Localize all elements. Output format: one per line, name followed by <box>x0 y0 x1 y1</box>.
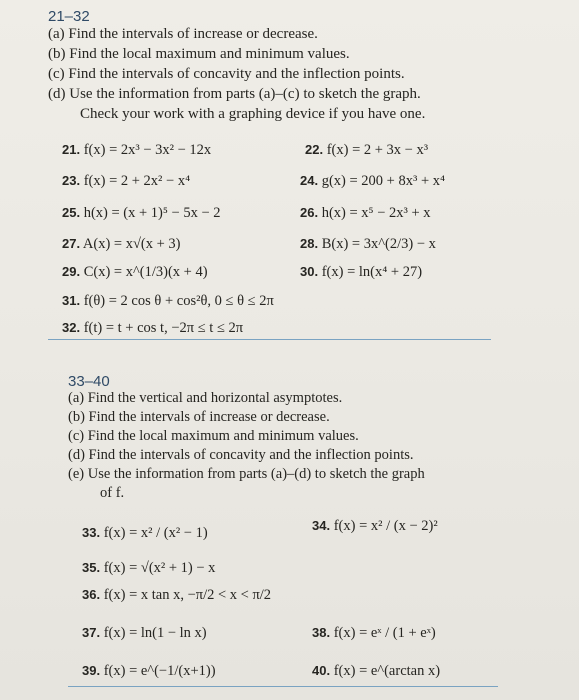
problem-35 <box>82 558 215 578</box>
problem-expression: f(t) = t + cos t, −2π ≤ t ≤ 2π <box>83 320 244 336</box>
problem-34 <box>312 516 438 536</box>
problem-30 <box>300 262 422 282</box>
problem-31 <box>62 291 274 311</box>
problem-37 <box>82 623 207 643</box>
problem-number: 31. <box>62 293 81 308</box>
problem-number: 39. <box>82 663 101 678</box>
problem-expression: C(x) = x^(1/3)(x + 4) <box>83 264 208 280</box>
problem-27 <box>62 234 181 254</box>
problem-expression: f(x) = ln(x⁴ + 27) <box>321 264 423 280</box>
instruction-c: (c) Find the local maximum and minimum values. <box>68 428 359 444</box>
problem-21 <box>62 140 211 160</box>
problem-number: 40. <box>312 663 331 678</box>
problem-expression: f(x) = x tan x, −π/2 < x < π/2 <box>103 587 272 603</box>
section-heading-33-40: 33–40 <box>68 373 110 390</box>
problem-36 <box>82 585 271 605</box>
instruction-d-cont: Check your work with a graphing device if you have one. <box>80 106 426 122</box>
instruction-d: (d) Find the intervals of concavity and the inflection points. <box>68 447 414 463</box>
problem-expression: B(x) = 3x^(2/3) − x <box>321 236 436 252</box>
problem-number: 30. <box>300 264 319 279</box>
problem-number: 35. <box>82 560 101 575</box>
instruction-b: (b) Find the local maximum and minimum values. <box>48 46 350 62</box>
problem-number: 23. <box>62 173 81 188</box>
problem-expression: f(x) = x² / (x − 2)² <box>333 518 438 534</box>
problem-expression: f(x) = 2x³ − 3x² − 12x <box>83 142 212 158</box>
problem-number: 27. <box>62 236 81 251</box>
instruction-b: (b) Find the intervals of increase or decrease. <box>68 409 330 425</box>
problem-number: 26. <box>300 205 319 220</box>
problem-expression: f(x) = x² / (x² − 1) <box>103 525 208 541</box>
problem-number: 32. <box>62 320 81 335</box>
problem-number: 37. <box>82 625 101 640</box>
instruction-e-cont: of f. <box>100 485 125 501</box>
problem-number: 34. <box>312 518 331 533</box>
problem-number: 24. <box>300 173 319 188</box>
instruction-d: (d) Use the information from parts (a)–(c) to sketch the graph. <box>48 86 421 102</box>
problem-expression: g(x) = 200 + 8x³ + x⁴ <box>321 173 446 189</box>
instruction-a: (a) Find the vertical and horizontal asymptotes. <box>68 390 343 406</box>
section-divider-top <box>48 339 491 340</box>
problem-expression: f(x) = 2 + 3x − x³ <box>326 142 429 158</box>
problem-expression: f(θ) = 2 cos θ + cos²θ, 0 ≤ θ ≤ 2π <box>83 293 274 309</box>
problem-expression: f(x) = e^(arctan x) <box>333 663 441 679</box>
problem-number: 22. <box>305 142 324 157</box>
problem-number: 21. <box>62 142 81 157</box>
problem-26 <box>300 203 431 223</box>
problem-expression: f(x) = 2 + 2x² − x⁴ <box>83 173 191 189</box>
problem-number: 25. <box>62 205 81 220</box>
problem-22 <box>305 140 428 160</box>
instruction-a: (a) Find the intervals of increase or decrease. <box>48 26 318 42</box>
section-divider-bottom <box>68 686 498 687</box>
problem-38 <box>312 623 436 643</box>
problem-28 <box>300 234 436 254</box>
instruction-c: (c) Find the intervals of concavity and the inflection points. <box>48 66 405 82</box>
problem-expression: h(x) = x⁵ − 2x³ + x <box>321 205 431 221</box>
problem-expression: f(x) = √(x² + 1) − x <box>103 560 216 576</box>
problem-number: 38. <box>312 625 331 640</box>
problem-29 <box>62 262 208 282</box>
problem-40 <box>312 661 440 681</box>
problem-expression: f(x) = e^(−1/(x+1)) <box>103 663 216 679</box>
problem-32 <box>62 318 243 338</box>
problem-number: 36. <box>82 587 101 602</box>
problem-number: 29. <box>62 264 81 279</box>
problem-expression: A(x) = x√(x + 3) <box>82 236 181 252</box>
problem-33 <box>82 523 208 543</box>
problem-number: 33. <box>82 525 101 540</box>
section-heading-21-32: 21–32 <box>48 8 90 25</box>
problem-expression: f(x) = eˣ / (1 + eˣ) <box>333 625 436 641</box>
problem-expression: h(x) = (x + 1)⁵ − 5x − 2 <box>83 205 221 221</box>
problem-24 <box>300 171 445 191</box>
instruction-e: (e) Use the information from parts (a)–(d) to sketch the graph <box>68 466 425 482</box>
problem-number: 28. <box>300 236 319 251</box>
problem-25 <box>62 203 221 223</box>
problem-23 <box>62 171 190 191</box>
problem-expression: f(x) = ln(1 − ln x) <box>103 625 207 641</box>
problem-39 <box>82 661 216 681</box>
